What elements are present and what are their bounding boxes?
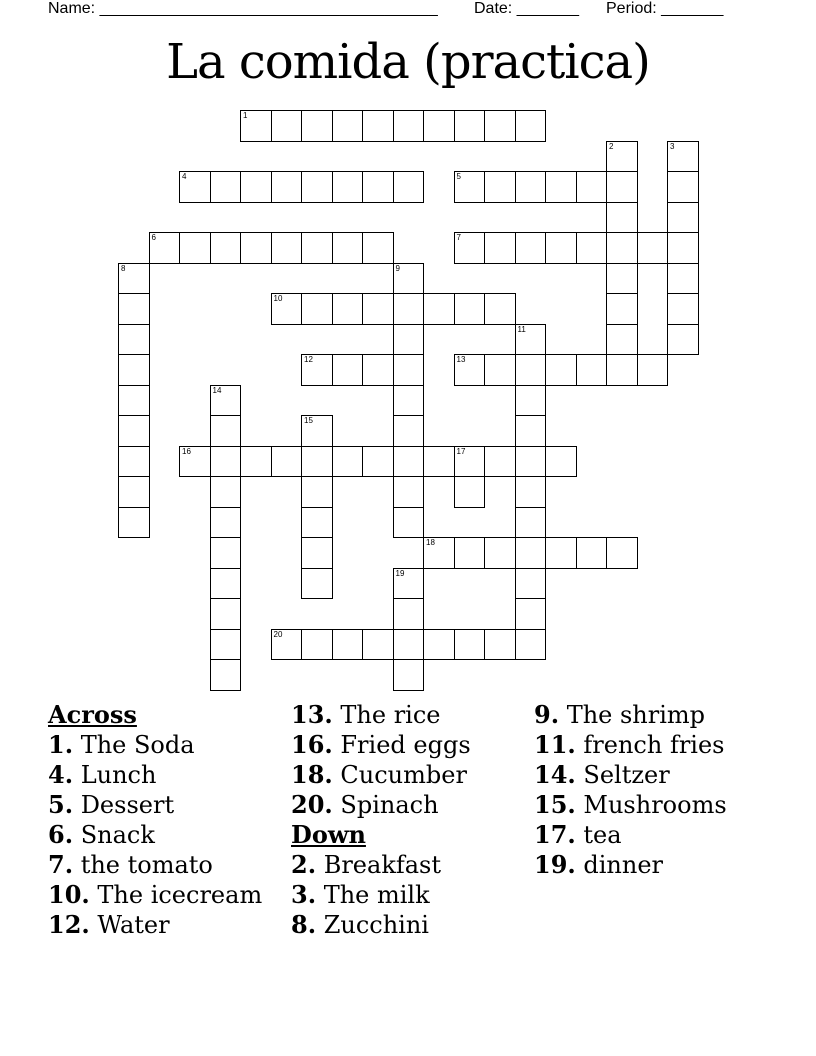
grid-cell[interactable] bbox=[637, 232, 669, 264]
clue-number-label: 17 bbox=[456, 446, 466, 456]
period-field[interactable]: Period: _______ bbox=[606, 0, 724, 17]
grid-cell[interactable] bbox=[332, 293, 364, 325]
clue-number-label: 12 bbox=[304, 355, 313, 364]
clue-number: 11. bbox=[534, 730, 576, 759]
grid-cell[interactable] bbox=[240, 446, 272, 478]
grid-cell[interactable] bbox=[454, 171, 486, 203]
grid-cell[interactable] bbox=[423, 537, 455, 569]
clue-number-label: 8 bbox=[121, 263, 126, 273]
grid-cell[interactable] bbox=[484, 629, 516, 661]
grid-cell[interactable] bbox=[515, 110, 547, 142]
page-title: La comida (practica) bbox=[166, 34, 650, 90]
grid-cell[interactable] bbox=[210, 598, 242, 630]
grid-cell[interactable] bbox=[667, 202, 699, 234]
grid-cell[interactable] bbox=[210, 232, 242, 264]
grid-cell[interactable] bbox=[393, 507, 425, 539]
clue-item bbox=[291, 910, 471, 940]
grid-cell[interactable] bbox=[667, 141, 699, 173]
grid-cell[interactable] bbox=[118, 385, 150, 417]
grid-cell[interactable] bbox=[362, 232, 394, 264]
grid-cell[interactable] bbox=[515, 629, 547, 661]
clue-item bbox=[291, 790, 471, 820]
clue-item bbox=[48, 850, 262, 880]
grid-cell[interactable] bbox=[301, 446, 333, 478]
clue-item bbox=[48, 730, 262, 760]
grid-cell[interactable] bbox=[576, 232, 608, 264]
clue-number: 13. bbox=[291, 700, 333, 729]
grid-cell[interactable] bbox=[454, 232, 486, 264]
grid-cell[interactable] bbox=[576, 537, 608, 569]
grid-cell[interactable] bbox=[118, 354, 150, 386]
grid-cell[interactable] bbox=[393, 598, 425, 630]
clue-number-label: 19 bbox=[395, 568, 405, 578]
clue-item bbox=[48, 880, 262, 910]
down-heading: Down bbox=[291, 820, 366, 849]
grid-cell[interactable] bbox=[637, 354, 669, 386]
clue-number: 6. bbox=[48, 820, 74, 849]
grid-cell[interactable] bbox=[515, 385, 547, 417]
clue-item bbox=[48, 910, 262, 940]
clue-text: the tomato bbox=[73, 851, 213, 879]
grid-cell[interactable] bbox=[393, 110, 425, 142]
grid-cell[interactable] bbox=[332, 629, 364, 661]
grid-cell[interactable] bbox=[606, 263, 638, 295]
grid-cell[interactable] bbox=[484, 171, 516, 203]
clue-text: Snack bbox=[73, 821, 155, 849]
grid-cell[interactable] bbox=[301, 507, 333, 539]
grid-cell[interactable] bbox=[515, 446, 547, 478]
grid-cell[interactable] bbox=[515, 232, 547, 264]
clue-text: Lunch bbox=[73, 761, 157, 789]
grid-cell[interactable] bbox=[332, 110, 364, 142]
grid-cell[interactable] bbox=[301, 293, 333, 325]
clue-number: 3. bbox=[291, 880, 317, 909]
grid-cell[interactable] bbox=[362, 293, 394, 325]
clue-text: Spinach bbox=[332, 791, 439, 819]
clue-number-label: 13 bbox=[456, 355, 466, 364]
clue-text: french fries bbox=[575, 731, 725, 759]
across-heading: Across bbox=[48, 700, 137, 729]
grid-cell[interactable] bbox=[179, 232, 211, 264]
grid-cell[interactable] bbox=[332, 446, 364, 478]
grid-cell[interactable] bbox=[484, 537, 516, 569]
grid-cell[interactable] bbox=[118, 446, 150, 478]
clue-text: Zucchini bbox=[316, 911, 429, 939]
grid-cell[interactable] bbox=[515, 568, 547, 600]
grid-cell[interactable] bbox=[423, 446, 455, 478]
clue-number-label: 9 bbox=[395, 263, 400, 273]
grid-cell[interactable] bbox=[393, 476, 425, 508]
grid-cell[interactable] bbox=[301, 415, 333, 447]
grid-cell[interactable] bbox=[210, 385, 242, 417]
grid-cell[interactable] bbox=[515, 354, 547, 386]
clue-column-1 bbox=[48, 700, 262, 940]
grid-cell[interactable] bbox=[118, 476, 150, 508]
clue-item bbox=[534, 700, 727, 730]
clue-number-label: 7 bbox=[456, 233, 461, 242]
grid-cell[interactable] bbox=[484, 446, 516, 478]
grid-cell[interactable] bbox=[454, 110, 486, 142]
grid-cell[interactable] bbox=[393, 354, 425, 386]
grid-cell[interactable] bbox=[545, 171, 577, 203]
grid-cell[interactable] bbox=[454, 629, 486, 661]
grid-cell[interactable] bbox=[240, 110, 272, 142]
grid-cell[interactable] bbox=[454, 354, 486, 386]
grid-cell[interactable] bbox=[179, 446, 211, 478]
grid-cell[interactable] bbox=[515, 476, 547, 508]
grid-cell[interactable] bbox=[271, 293, 303, 325]
grid-cell[interactable] bbox=[210, 507, 242, 539]
clue-number: 20. bbox=[291, 790, 333, 819]
clue-text: Fried eggs bbox=[332, 731, 471, 759]
grid-cell[interactable] bbox=[393, 324, 425, 356]
grid-cell[interactable] bbox=[484, 110, 516, 142]
clue-number: 4. bbox=[48, 760, 74, 789]
grid-cell[interactable] bbox=[393, 293, 425, 325]
clue-number: 14. bbox=[534, 760, 576, 789]
grid-cell[interactable] bbox=[362, 446, 394, 478]
grid-cell[interactable] bbox=[393, 659, 425, 691]
clue-number: 7. bbox=[48, 850, 74, 879]
grid-cell[interactable] bbox=[362, 171, 394, 203]
clue-text: Seltzer bbox=[575, 761, 670, 789]
grid-cell[interactable] bbox=[667, 324, 699, 356]
clue-item bbox=[534, 820, 727, 850]
clue-number-label: 6 bbox=[151, 233, 156, 242]
name-field[interactable]: Name: ______________________________________ bbox=[48, 0, 438, 17]
grid-cell[interactable] bbox=[545, 232, 577, 264]
grid-cell[interactable] bbox=[240, 232, 272, 264]
clue-number-label: 3 bbox=[670, 141, 675, 151]
grid-cell[interactable] bbox=[118, 263, 150, 295]
clue-number: 19. bbox=[534, 850, 576, 879]
grid-cell[interactable] bbox=[606, 537, 638, 569]
clue-text: Water bbox=[89, 911, 170, 939]
grid-cell[interactable] bbox=[118, 324, 150, 356]
grid-cell[interactable] bbox=[301, 171, 333, 203]
grid-cell[interactable] bbox=[210, 415, 242, 447]
grid-cell[interactable] bbox=[515, 598, 547, 630]
grid-cell[interactable] bbox=[515, 537, 547, 569]
grid-cell[interactable] bbox=[484, 293, 516, 325]
clue-column-3 bbox=[534, 700, 727, 880]
clue-number-label: 18 bbox=[426, 538, 435, 547]
clue-item bbox=[534, 760, 727, 790]
grid-cell[interactable] bbox=[240, 171, 272, 203]
grid-cell[interactable] bbox=[393, 171, 425, 203]
grid-cell[interactable] bbox=[423, 293, 455, 325]
grid-cell[interactable] bbox=[393, 415, 425, 447]
clue-number-label: 14 bbox=[212, 385, 222, 395]
clue-column-2 bbox=[291, 700, 471, 940]
date-field[interactable]: Date: _______ bbox=[474, 0, 579, 17]
grid-cell[interactable] bbox=[301, 110, 333, 142]
grid-cell[interactable] bbox=[301, 354, 333, 386]
grid-cell[interactable] bbox=[606, 232, 638, 264]
clue-text: The icecream bbox=[89, 881, 263, 909]
grid-cell[interactable] bbox=[179, 171, 211, 203]
grid-cell[interactable] bbox=[210, 171, 242, 203]
grid-cell[interactable] bbox=[667, 293, 699, 325]
grid-cell[interactable] bbox=[301, 537, 333, 569]
grid-cell[interactable] bbox=[332, 171, 364, 203]
grid-cell[interactable] bbox=[118, 293, 150, 325]
grid-cell[interactable] bbox=[271, 232, 303, 264]
clue-number: 15. bbox=[534, 790, 576, 819]
grid-cell[interactable] bbox=[332, 232, 364, 264]
grid-cell[interactable] bbox=[515, 415, 547, 447]
clue-text: The shrimp bbox=[559, 701, 706, 729]
clue-item bbox=[291, 760, 471, 790]
grid-cell[interactable] bbox=[210, 659, 242, 691]
clue-number: 5. bbox=[48, 790, 74, 819]
clue-item bbox=[291, 700, 471, 730]
grid-cell[interactable] bbox=[393, 568, 425, 600]
clue-number-label: 15 bbox=[304, 416, 313, 425]
grid-cell[interactable] bbox=[667, 263, 699, 295]
clue-number: 1. bbox=[48, 730, 74, 759]
grid-cell[interactable] bbox=[362, 110, 394, 142]
grid-cell[interactable] bbox=[606, 171, 638, 203]
grid-cell[interactable] bbox=[545, 537, 577, 569]
grid-cell[interactable] bbox=[393, 446, 425, 478]
clue-number: 16. bbox=[291, 730, 333, 759]
clue-item bbox=[48, 790, 262, 820]
grid-cell[interactable] bbox=[454, 293, 486, 325]
grid-cell[interactable] bbox=[210, 537, 242, 569]
grid-cell[interactable] bbox=[454, 537, 486, 569]
clue-item bbox=[291, 880, 471, 910]
clue-number: 2. bbox=[291, 850, 317, 879]
clue-item bbox=[534, 730, 727, 760]
clue-text: Breakfast bbox=[316, 851, 442, 879]
grid-cell[interactable] bbox=[484, 232, 516, 264]
grid-cell[interactable] bbox=[393, 629, 425, 661]
grid-cell[interactable] bbox=[393, 263, 425, 295]
grid-cell[interactable] bbox=[301, 232, 333, 264]
clue-text: tea bbox=[575, 821, 622, 849]
grid-cell[interactable] bbox=[301, 568, 333, 600]
clue-item bbox=[534, 790, 727, 820]
clue-item bbox=[291, 850, 471, 880]
grid-cell[interactable] bbox=[515, 171, 547, 203]
grid-cell[interactable] bbox=[515, 507, 547, 539]
clue-text: Cucumber bbox=[332, 761, 467, 789]
clue-item bbox=[48, 820, 262, 850]
grid-cell[interactable] bbox=[484, 354, 516, 386]
grid-cell[interactable] bbox=[423, 110, 455, 142]
clue-text: The rice bbox=[332, 701, 441, 729]
clue-number: 10. bbox=[48, 880, 90, 909]
grid-cell[interactable] bbox=[210, 476, 242, 508]
grid-cell[interactable] bbox=[301, 476, 333, 508]
clue-number: 12. bbox=[48, 910, 90, 939]
clue-number-label: 10 bbox=[273, 294, 283, 303]
grid-cell[interactable] bbox=[667, 171, 699, 203]
grid-cell[interactable] bbox=[210, 629, 242, 661]
grid-cell[interactable] bbox=[393, 385, 425, 417]
clue-number-label: 20 bbox=[273, 629, 283, 639]
clue-text: Dessert bbox=[73, 791, 175, 819]
clue-number: 8. bbox=[291, 910, 317, 939]
grid-cell[interactable] bbox=[606, 354, 638, 386]
grid-cell[interactable] bbox=[271, 110, 303, 142]
grid-cell[interactable] bbox=[545, 354, 577, 386]
grid-cell[interactable] bbox=[515, 324, 547, 356]
grid-cell[interactable] bbox=[606, 141, 638, 173]
grid-cell[interactable] bbox=[271, 446, 303, 478]
clue-item bbox=[534, 850, 727, 880]
grid-cell[interactable] bbox=[118, 415, 150, 447]
clue-number-label: 1 bbox=[243, 111, 248, 120]
clue-number-label: 2 bbox=[609, 141, 614, 151]
clue-number: 9. bbox=[534, 700, 560, 729]
clue-text: The milk bbox=[316, 881, 430, 909]
grid-cell[interactable] bbox=[332, 354, 364, 386]
clue-number-label: 5 bbox=[456, 172, 461, 181]
grid-cell[interactable] bbox=[545, 446, 577, 478]
grid-cell[interactable] bbox=[362, 629, 394, 661]
grid-cell[interactable] bbox=[210, 446, 242, 478]
grid-cell[interactable] bbox=[576, 354, 608, 386]
grid-cell[interactable] bbox=[362, 354, 394, 386]
clue-number-label: 16 bbox=[182, 446, 191, 456]
clue-text: dinner bbox=[575, 851, 664, 879]
grid-cell[interactable] bbox=[667, 232, 699, 264]
clue-text: The Soda bbox=[73, 731, 195, 759]
clue-item bbox=[48, 760, 262, 790]
grid-cell[interactable] bbox=[576, 171, 608, 203]
grid-cell[interactable] bbox=[271, 171, 303, 203]
clue-item bbox=[291, 730, 471, 760]
clue-number-label: 4 bbox=[182, 172, 187, 181]
clue-number: 17. bbox=[534, 820, 576, 849]
grid-cell[interactable] bbox=[149, 232, 181, 264]
grid-cell[interactable] bbox=[118, 507, 150, 539]
grid-cell[interactable] bbox=[210, 568, 242, 600]
grid-cell[interactable] bbox=[606, 202, 638, 234]
grid-cell[interactable] bbox=[606, 324, 638, 356]
grid-cell[interactable] bbox=[423, 629, 455, 661]
clue-number-label: 11 bbox=[517, 324, 526, 334]
grid-cell[interactable] bbox=[454, 476, 486, 508]
grid-cell[interactable] bbox=[301, 629, 333, 661]
clue-number: 18. bbox=[291, 760, 333, 789]
grid-cell[interactable] bbox=[454, 446, 486, 478]
grid-cell[interactable] bbox=[271, 629, 303, 661]
clue-text: Mushrooms bbox=[575, 791, 727, 819]
grid-cell[interactable] bbox=[606, 293, 638, 325]
